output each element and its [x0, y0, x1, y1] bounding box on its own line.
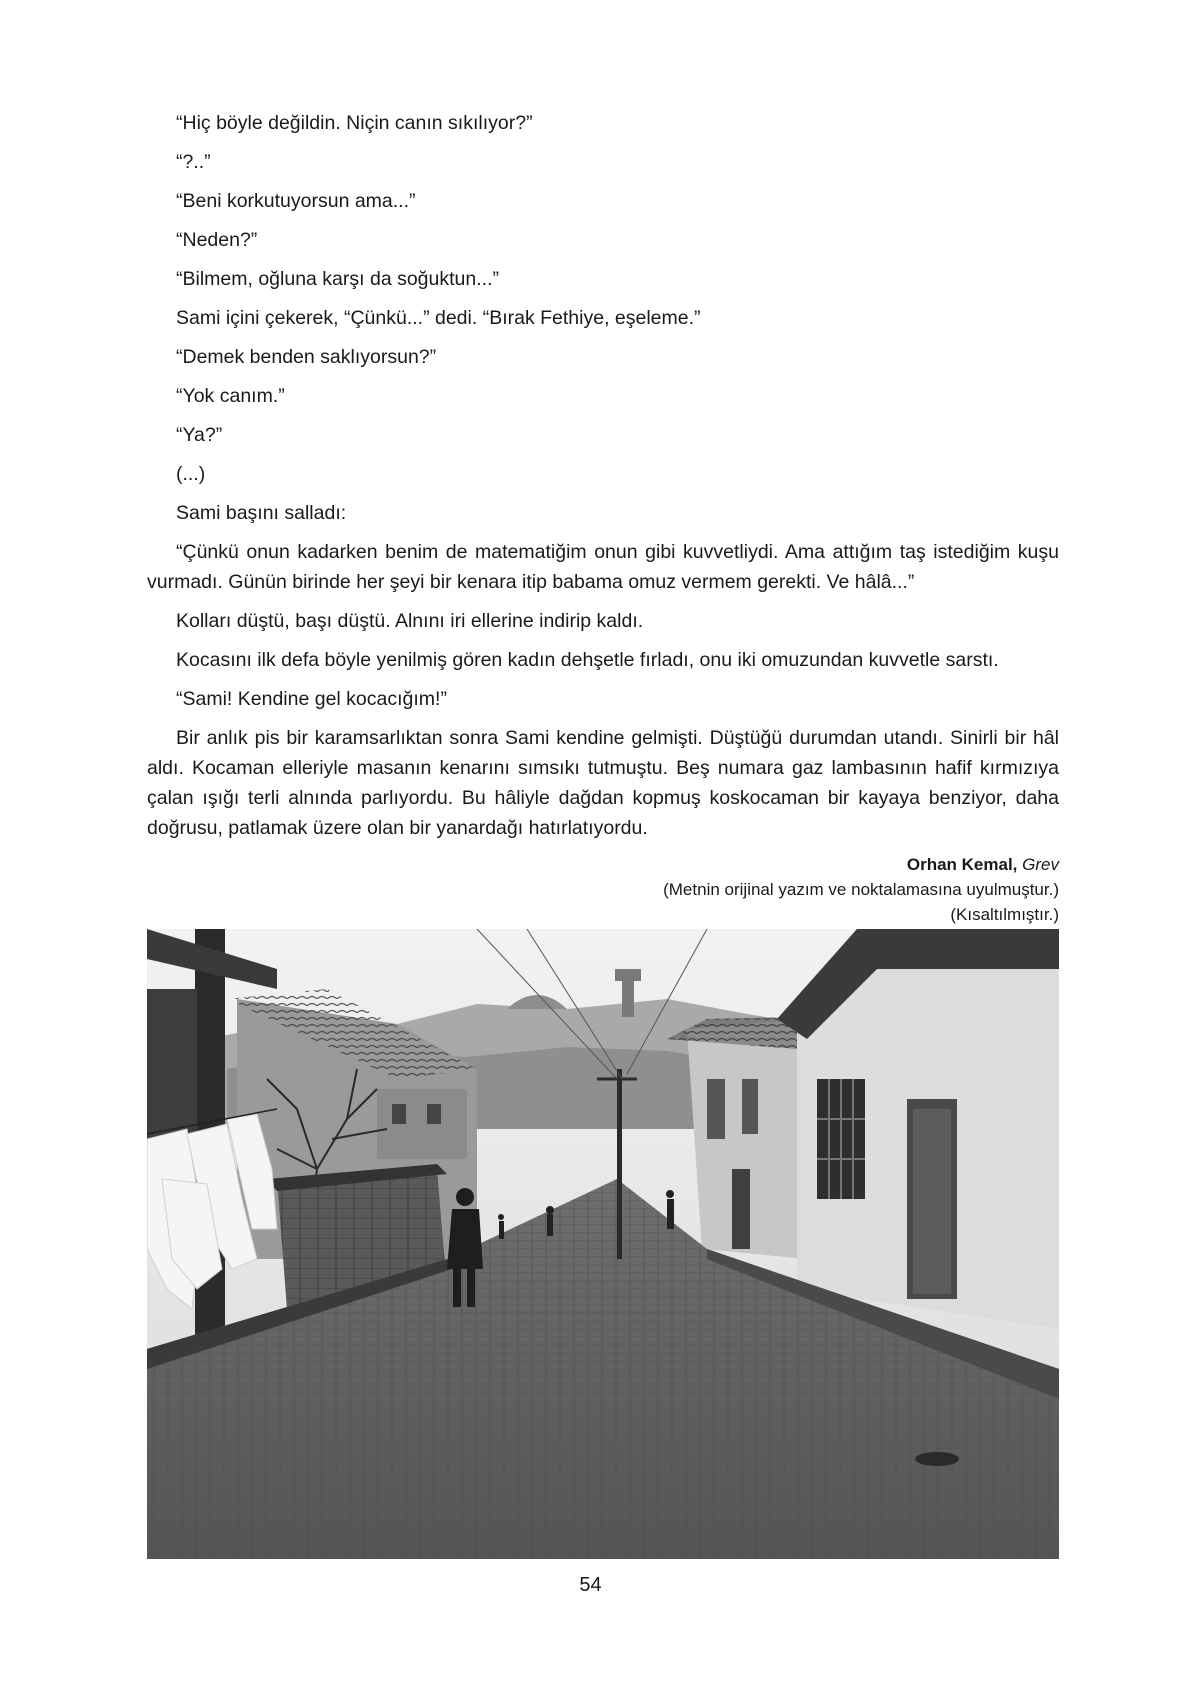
story-text — [147, 108, 1059, 843]
street-photograph — [147, 929, 1059, 1559]
paragraph: “Demek benden saklıyorsun?” — [176, 346, 437, 368]
page-number: 54 — [579, 1574, 602, 1596]
paragraph: “Neden?” — [176, 229, 258, 251]
spelling-note: (Metnin orijinal yazım ve noktalamasına uyulmuştur.) — [663, 880, 1059, 899]
author-name: Orhan Kemal, — [906, 855, 1018, 874]
author-line — [459, 852, 1059, 877]
paragraph: “Ya?” — [176, 424, 223, 446]
paragraph: Kocasını ilk defa böyle yenilmiş gören kadın dehşetle fırladı, onu iki omuzundan kuvvetle sarstı. — [176, 649, 999, 671]
paragraph: “Hiç böyle değildin. Niçin canın sıkılıyor?” — [176, 112, 533, 134]
work-title: Grev — [1022, 855, 1059, 874]
paragraph: Bir anlık pis bir karamsarlıktan sonra Sami kendine gelmişti. Düştüğü durumdan utandı. Sinirli bir hâl aldı. Kocaman elleriyle masanın kenarını sımsıkı tutmuştu. Beş numara gaz lambasının hafif kırmızıya çalan ışığı terli alnında parlıyordu. Bu hâliyle dağdan kopmuş koskocaman bir kayaya benziyor, daha doğrusu, patlamak üzere olan bir yanardağı hatırlatıyordu. — [147, 727, 1059, 839]
paragraph: Sami başını salladı: — [176, 502, 347, 524]
paragraph: Sami içini çekerek, “Çünkü...” dedi. “Bırak Fethiye, eşeleme.” — [176, 307, 701, 329]
paragraph: (...) — [176, 463, 206, 485]
paragraph: “?..” — [176, 151, 211, 173]
paragraph: Kolları düştü, başı düştü. Alnını iri ellerine indirip kaldı. — [176, 610, 644, 632]
paragraph: “Yok canım.” — [176, 385, 285, 407]
abridged-note: (Kısaltılmıştır.) — [950, 905, 1059, 924]
source-attribution — [459, 852, 1059, 927]
paragraph: “Bilmem, oğluna karşı da soğuktun...” — [176, 268, 499, 290]
paragraph: “Çünkü onun kadarken benim de matematiğim onun gibi kuvvetliydi. Ama attığım taş istediğim kuşu vurmadı. Günün birinde her şeyi bir kenara itip babama omuz vermem gerekti. Ve hâlâ...” — [147, 541, 1059, 593]
paragraph: “Sami! Kendine gel kocacığım!” — [176, 688, 447, 710]
paragraph: “Beni korkutuyorsun ama...” — [176, 190, 416, 212]
